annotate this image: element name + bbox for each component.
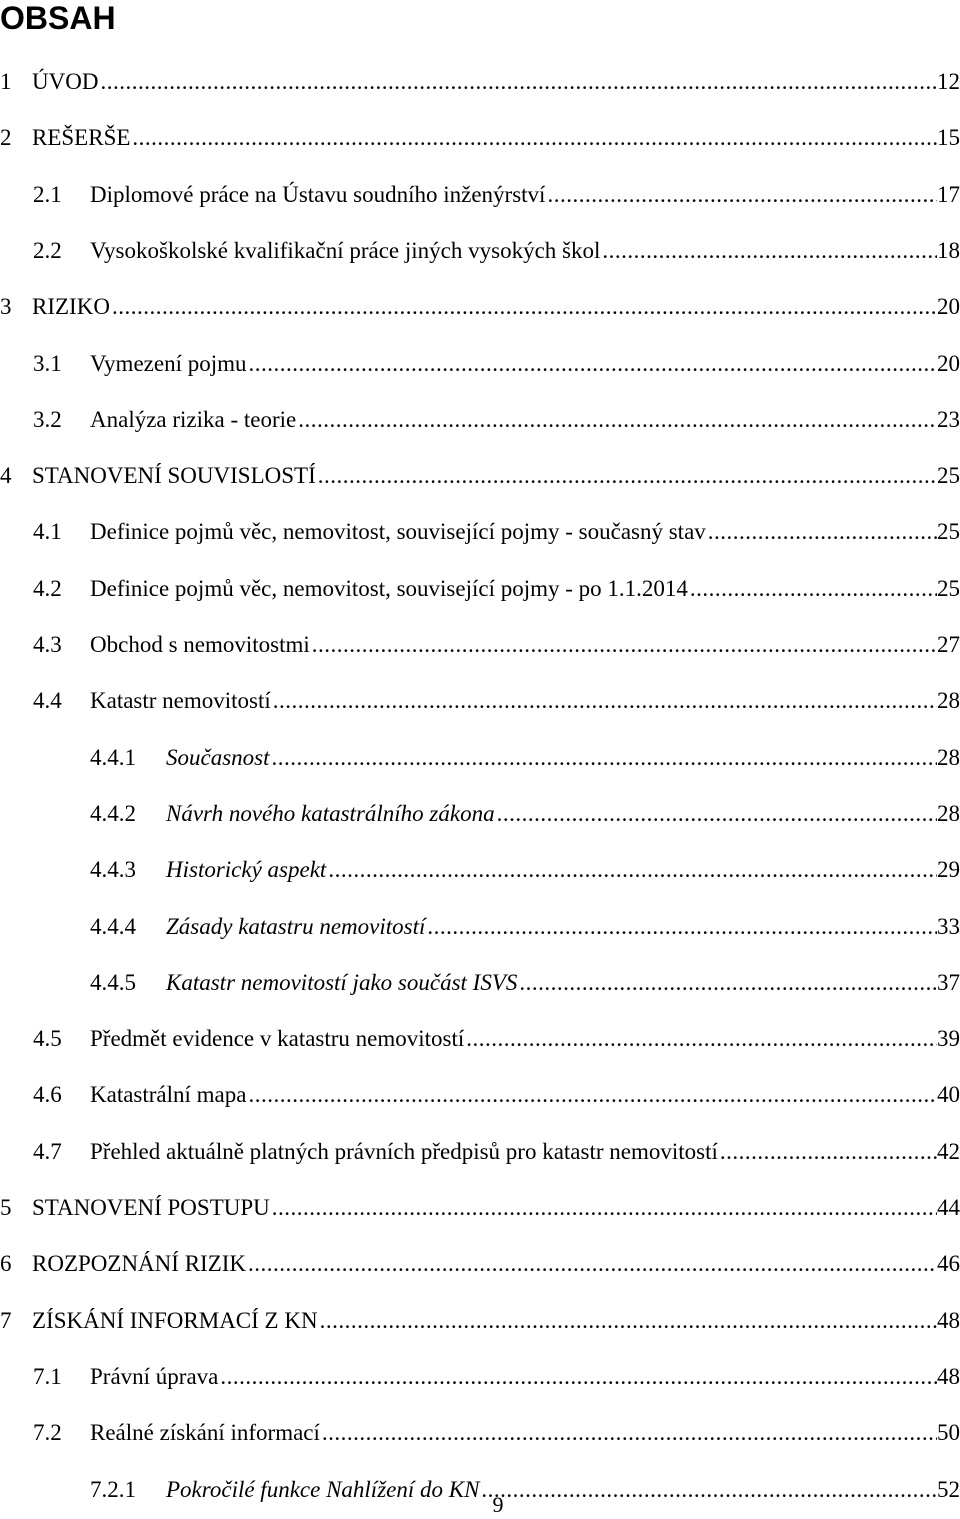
dot-leader xyxy=(495,800,937,828)
toc-entry[interactable] xyxy=(33,631,960,659)
toc-entry[interactable] xyxy=(90,800,960,828)
dot-leader xyxy=(130,124,937,152)
toc-entry-page: 50 xyxy=(937,1420,960,1445)
dot-leader xyxy=(320,1419,937,1447)
toc-entry-number: 2.1 xyxy=(33,182,62,207)
toc-entry-number: 7.2.1 xyxy=(90,1477,136,1502)
dot-leader xyxy=(310,631,937,659)
toc-entry-page: 28 xyxy=(937,688,960,713)
dot-leader xyxy=(688,575,937,603)
dot-leader xyxy=(600,237,937,265)
toc-entry-page: 25 xyxy=(937,463,960,488)
toc-entry[interactable] xyxy=(33,575,960,603)
toc-entry[interactable] xyxy=(33,1081,960,1109)
toc-entry-page: 25 xyxy=(937,519,960,544)
toc-entry-title: ROZPOZNÁNÍ RIZIK xyxy=(32,1251,247,1276)
toc-entry-title: STANOVENÍ POSTUPU xyxy=(32,1195,270,1220)
toc-entry-page: 15 xyxy=(937,125,960,150)
toc-entry-title: Reálné získání informací xyxy=(90,1420,320,1445)
dot-leader xyxy=(517,969,937,997)
toc-entry-number: 7.2 xyxy=(33,1420,62,1445)
toc-entry-number: 4.7 xyxy=(33,1139,62,1164)
toc-entry[interactable] xyxy=(33,1363,960,1391)
toc-entry-title: Diplomové práce na Ústavu soudního inženýrství xyxy=(90,182,546,207)
dot-leader xyxy=(425,913,937,941)
toc-entry-number: 4.3 xyxy=(33,632,62,657)
toc-entry-title: ZÍSKÁNÍ INFORMACÍ Z KN xyxy=(32,1308,318,1333)
toc-entry-page: 40 xyxy=(937,1082,960,1107)
toc-entry-number: 3 xyxy=(0,294,12,319)
toc-entry-page: 20 xyxy=(937,351,960,376)
toc-entry-page: 27 xyxy=(937,632,960,657)
toc-entry-number: 1 xyxy=(0,69,12,94)
toc-entry-title: Historický aspekt xyxy=(166,857,327,882)
toc-entry-page: 37 xyxy=(937,970,960,995)
toc-entry[interactable] xyxy=(90,856,960,884)
toc-entry-title: RIZIKO xyxy=(32,294,110,319)
toc-entry-page: 46 xyxy=(937,1251,960,1276)
toc-entry-number: 4.4 xyxy=(33,688,62,713)
toc-entry-number: 3.1 xyxy=(33,351,62,376)
toc-entry-number: 4.4.2 xyxy=(90,801,136,826)
toc-entry[interactable] xyxy=(33,518,960,546)
toc-entry-page: 28 xyxy=(937,745,960,770)
toc-entry[interactable] xyxy=(33,406,960,434)
toc-entry-page: 20 xyxy=(937,294,960,319)
toc-entry[interactable] xyxy=(90,744,960,772)
dot-leader xyxy=(318,1307,937,1335)
toc-entry-number: 4.4.4 xyxy=(90,914,136,939)
toc-entry-page: 23 xyxy=(937,407,960,432)
toc-entry-page: 18 xyxy=(937,238,960,263)
toc-entry-number: 5 xyxy=(0,1195,12,1220)
toc-entry-page: 17 xyxy=(937,182,960,207)
toc-entry-page: 48 xyxy=(937,1308,960,1333)
toc-entry-page: 44 xyxy=(937,1195,960,1220)
toc-entry-number: 4.1 xyxy=(33,519,62,544)
toc-entry-page: 33 xyxy=(937,914,960,939)
toc-entry[interactable] xyxy=(0,1307,960,1335)
toc-entry-number: 2.2 xyxy=(33,238,62,263)
dot-leader xyxy=(271,687,937,715)
toc-entry-title: Návrh nového katastrálního zákona xyxy=(166,801,495,826)
dot-leader xyxy=(110,293,937,321)
dot-leader xyxy=(706,518,937,546)
toc-entry-page: 39 xyxy=(937,1026,960,1051)
toc-entry-number: 2 xyxy=(0,125,12,150)
toc-entry-page: 28 xyxy=(937,801,960,826)
toc-entry-title: Přehled aktuálně platných právních předpisů pro katastr nemovitostí xyxy=(90,1139,718,1164)
toc-entry-title: Definice pojmů věc, nemovitost, související pojmy - po 1.1.2014 xyxy=(90,576,688,601)
toc-entry-title: Právní úprava xyxy=(90,1364,219,1389)
toc-entry-title: Katastr nemovitostí xyxy=(90,688,271,713)
dot-leader xyxy=(718,1138,937,1166)
toc-entry-page: 48 xyxy=(937,1364,960,1389)
dot-leader xyxy=(218,1363,937,1391)
page-number: 9 xyxy=(492,1492,504,1517)
toc-entry[interactable] xyxy=(0,1250,960,1278)
dot-leader xyxy=(545,181,937,209)
dot-leader xyxy=(326,856,937,884)
toc-entry-page: 12 xyxy=(937,69,960,94)
toc-entry-title: Pokročilé funkce Nahlížení do KN xyxy=(166,1477,480,1502)
toc-entry-number: 4.2 xyxy=(33,576,62,601)
toc-entry-title: Vymezení pojmu xyxy=(90,351,247,376)
dot-leader xyxy=(316,462,937,490)
toc-entry[interactable] xyxy=(0,293,960,321)
toc-entry[interactable] xyxy=(33,687,960,715)
toc-entry[interactable] xyxy=(33,1025,960,1053)
dot-leader xyxy=(247,350,938,378)
toc-entry[interactable] xyxy=(33,237,960,265)
toc-entry-title: Zásady katastru nemovitostí xyxy=(166,914,426,939)
toc-entry-number: 4.4.5 xyxy=(90,970,136,995)
toc-entry[interactable] xyxy=(33,1138,960,1166)
toc-entry-number: 4.5 xyxy=(33,1026,62,1051)
toc-entry-number: 3.2 xyxy=(33,407,62,432)
toc-entry-number: 6 xyxy=(0,1251,12,1276)
dot-leader xyxy=(270,1194,937,1222)
toc-entry-title: Analýza rizika - teorie xyxy=(90,407,297,432)
toc-entry-page: 52 xyxy=(937,1477,960,1502)
toc-entry-number: 7 xyxy=(0,1308,12,1333)
dot-leader xyxy=(464,1025,937,1053)
toc-entry-title: STANOVENÍ SOUVISLOSTÍ xyxy=(32,463,316,488)
page-title: OBSAH xyxy=(0,0,116,36)
dot-leader xyxy=(296,406,937,434)
toc-entry-title: Definice pojmů věc, nemovitost, související pojmy - současný stav xyxy=(90,519,706,544)
toc-entry-number: 4.6 xyxy=(33,1082,62,1107)
toc-entry-page: 29 xyxy=(937,857,960,882)
toc-entry-title: Katastrální mapa xyxy=(90,1082,247,1107)
toc-entry[interactable] xyxy=(90,969,960,997)
toc-entry-title: Vysokoškolské kvalifikační práce jiných vysokých škol xyxy=(90,238,601,263)
dot-leader xyxy=(98,68,937,96)
toc-entry[interactable] xyxy=(0,124,960,152)
toc-entry-title: Předmět evidence v katastru nemovitostí xyxy=(90,1026,465,1051)
dot-leader xyxy=(246,1250,937,1278)
toc-entry[interactable] xyxy=(90,913,960,941)
toc-entry-number: 4.4.1 xyxy=(90,745,136,770)
toc-entry[interactable] xyxy=(33,181,960,209)
toc-entry-title: REŠERŠE xyxy=(32,125,131,150)
toc-entry-title: ÚVOD xyxy=(32,69,99,94)
toc-entry-title: Katastr nemovitostí jako součást ISVS xyxy=(166,970,518,995)
toc-entry[interactable] xyxy=(33,350,960,378)
dot-leader xyxy=(246,1081,937,1109)
toc-entry-number: 4 xyxy=(0,463,12,488)
toc-entry-title: Obchod s nemovitostmi xyxy=(90,632,310,657)
toc-entry-title: Současnost xyxy=(166,745,270,770)
toc-entry[interactable] xyxy=(33,1419,960,1447)
toc-entry-number: 4.4.3 xyxy=(90,857,136,882)
toc-entry-page: 42 xyxy=(937,1139,960,1164)
toc-entry-page: 25 xyxy=(937,576,960,601)
dot-leader xyxy=(270,744,938,772)
toc-entry[interactable] xyxy=(0,1194,960,1222)
toc-entry-number: 7.1 xyxy=(33,1364,62,1389)
toc-entry[interactable] xyxy=(0,462,960,490)
toc-entry[interactable] xyxy=(0,68,960,96)
